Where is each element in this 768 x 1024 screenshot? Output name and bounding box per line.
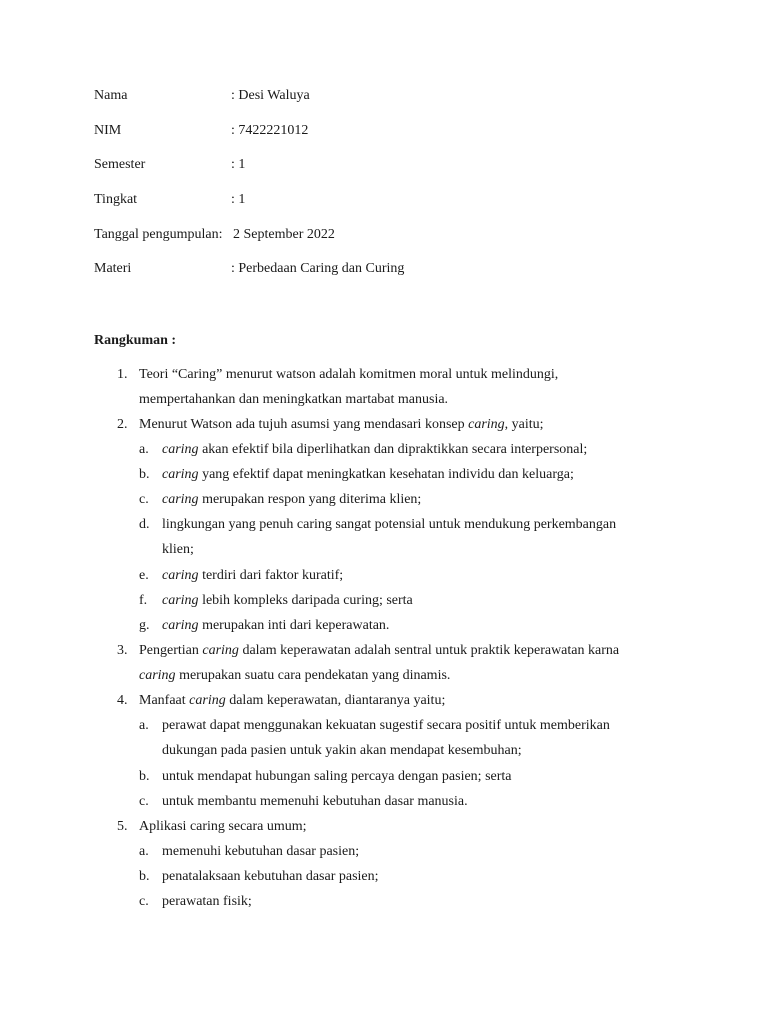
italic-term: caring	[468, 417, 505, 432]
label-nama: Nama	[94, 88, 128, 103]
sub-item-text	[162, 741, 522, 761]
text-run: merupakan inti dari keperawatan.	[198, 618, 390, 633]
sub-item-letter: f.	[139, 593, 148, 608]
value-nim: : 7422221012	[231, 123, 309, 138]
label-semester: Semester	[94, 157, 146, 172]
text-run: untuk mendapat hubungan saling percaya dengan pasien; serta	[162, 769, 512, 784]
sub-item-letter: c.	[139, 894, 149, 909]
text-run: terdiri dari faktor kuratif;	[198, 568, 344, 583]
label-nim: NIM	[94, 123, 122, 138]
text-run: Menurut Watson ada tujuh asumsi yang mendasari konsep	[139, 417, 469, 432]
italic-term: caring	[162, 593, 199, 608]
sub-item-letter: d.	[139, 517, 150, 532]
value-materi: : Perbedaan Caring dan Curing	[231, 261, 405, 276]
italic-term: caring	[162, 568, 199, 583]
sub-item-text	[162, 440, 587, 460]
text-run: lebih kompleks daripada curing; serta	[198, 593, 413, 608]
text-run: yang efektif dapat meningkatkan kesehatan individu dan keluarga;	[198, 467, 574, 482]
value-nama: : Desi Waluya	[231, 88, 310, 103]
italic-term: caring	[162, 467, 199, 482]
summary-heading: Rangkuman :	[94, 333, 177, 348]
sub-item-letter: c.	[139, 492, 149, 507]
text-run: akan efektif bila diperlihatkan dan dipraktikkan secara interpersonal;	[198, 442, 588, 457]
sub-item-text	[162, 591, 413, 611]
text-run: , yaitu;	[504, 417, 544, 432]
sub-item-text	[162, 842, 359, 862]
italic-term: caring	[162, 492, 199, 507]
label-materi: Materi	[94, 261, 132, 276]
text-run: merupakan respon yang diterima klien;	[198, 492, 422, 507]
sub-item-letter: a.	[139, 718, 149, 733]
text-run: Aplikasi caring secara umum;	[139, 819, 307, 834]
sub-item-text	[162, 465, 574, 485]
item-text-line	[139, 390, 448, 410]
italic-term: caring	[202, 643, 239, 658]
sub-item-letter: c.	[139, 794, 149, 809]
item-number: 1.	[117, 367, 128, 382]
sub-item-text	[162, 616, 389, 636]
sub-item-letter: g.	[139, 618, 150, 633]
item-number: 3.	[117, 643, 128, 658]
sub-item-text	[162, 490, 421, 510]
italic-term: caring	[139, 668, 176, 683]
text-run: klien;	[162, 542, 194, 557]
label-tanggal: Tanggal pengumpulan:	[94, 227, 223, 242]
item-number: 4.	[117, 693, 128, 708]
text-run: Pengertian	[139, 643, 203, 658]
sub-item-letter: e.	[139, 568, 149, 583]
italic-term: caring	[162, 618, 199, 633]
sub-item-letter: a.	[139, 442, 149, 457]
item-text-line	[139, 415, 544, 435]
item-number: 2.	[117, 417, 128, 432]
text-run: mempertahankan dan meningkatkan martabat manusia.	[139, 392, 449, 407]
text-run: dukungan pada pasien untuk yakin akan mendapat kesembuhan;	[162, 743, 522, 758]
text-run: perawat dapat menggunakan kekuatan sugestif secara positif untuk memberikan	[162, 718, 610, 733]
text-run: memenuhi kebutuhan dasar pasien;	[162, 844, 360, 859]
sub-item-letter: b.	[139, 869, 150, 884]
sub-item-text	[162, 792, 468, 812]
value-semester: : 1	[231, 157, 246, 172]
label-tingkat: Tingkat	[94, 192, 138, 207]
sub-item-text	[162, 892, 252, 912]
text-run: Teori “Caring” menurut watson adalah komitmen moral untuk melindungi,	[139, 367, 559, 382]
text-run: merupakan suatu cara pendekatan yang dinamis.	[175, 668, 451, 683]
value-tanggal: 2 September 2022	[233, 227, 335, 242]
sub-item-text	[162, 767, 512, 787]
item-text-line	[139, 691, 445, 711]
sub-item-text	[162, 716, 610, 736]
italic-term: caring	[162, 442, 199, 457]
sub-item-text	[162, 867, 379, 887]
item-text-line	[139, 365, 558, 385]
sub-item-text	[162, 515, 616, 535]
value-tingkat: : 1	[231, 192, 246, 207]
text-run: lingkungan yang penuh caring sangat potensial untuk mendukung perkembangan	[162, 517, 617, 532]
text-run: dalam keperawatan, diantaranya yaitu;	[225, 693, 446, 708]
sub-item-letter: b.	[139, 467, 150, 482]
text-run: perawatan fisik;	[162, 894, 252, 909]
item-text-line	[139, 641, 619, 661]
item-text-line	[139, 666, 450, 686]
sub-item-text	[162, 540, 194, 560]
item-number: 5.	[117, 819, 128, 834]
text-run: Manfaat	[139, 693, 190, 708]
sub-item-letter: b.	[139, 769, 150, 784]
italic-term: caring	[189, 693, 226, 708]
sub-item-text	[162, 566, 343, 586]
text-run: penatalaksaan kebutuhan dasar pasien;	[162, 869, 379, 884]
item-text-line	[139, 817, 307, 837]
sub-item-letter: a.	[139, 844, 149, 859]
text-run: untuk membantu memenuhi kebutuhan dasar manusia.	[162, 794, 468, 809]
text-run: dalam keperawatan adalah sentral untuk praktik keperawatan karna	[238, 643, 620, 658]
